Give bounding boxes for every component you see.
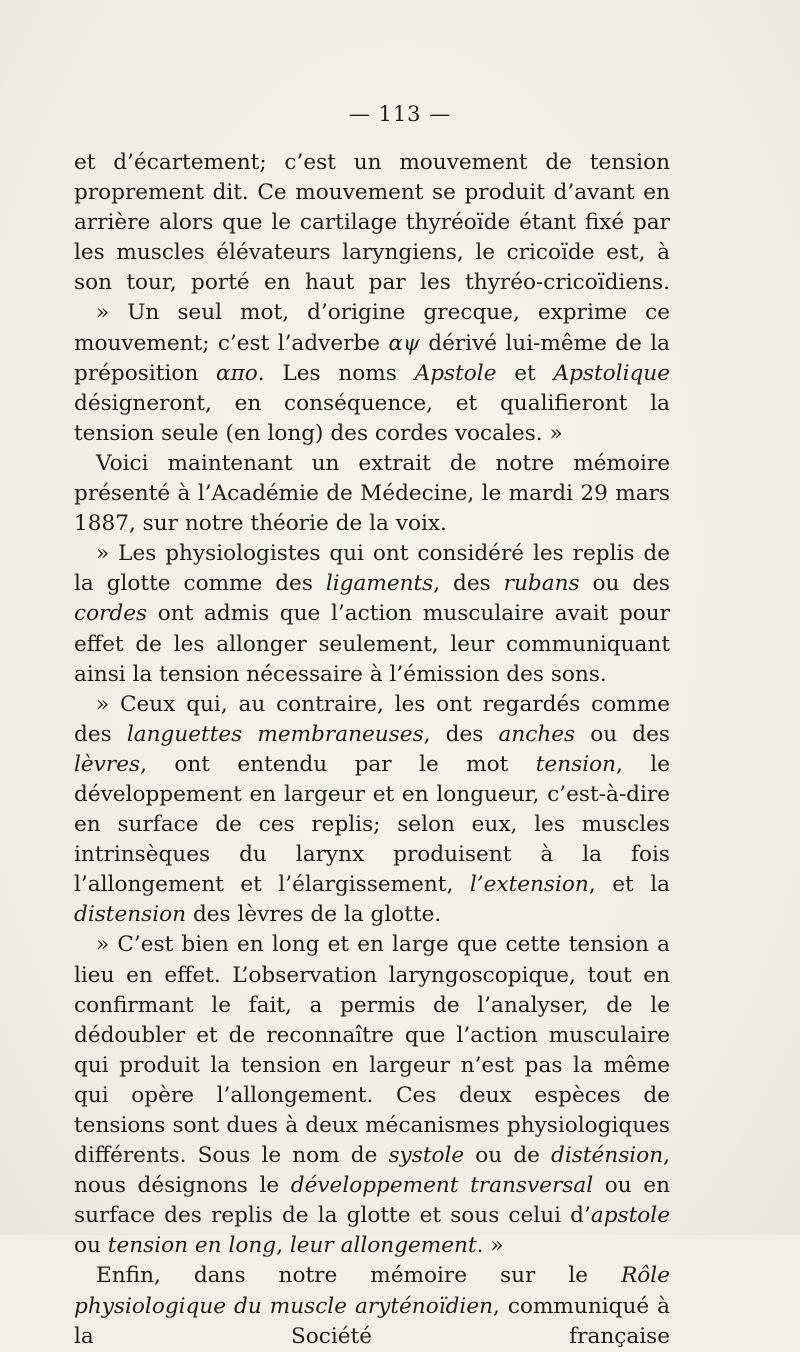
text-run: , communiqué à la Société française xyxy=(74,1293,670,1349)
italic-text: apstole xyxy=(590,1203,670,1229)
italic-text: αψ xyxy=(388,330,420,356)
text-run: ont admis que l’action musculaire avait pour effet de les allonger seulement, leur communiquant ainsi la tension nécessaire à l’émission des sons. xyxy=(74,601,670,687)
text-run: désigneront, en conséquence, et qualifieront la tension seule (en long) des cordes vocales. » xyxy=(74,390,670,446)
text-run: et xyxy=(496,360,554,386)
text-run: ou xyxy=(74,1233,108,1259)
italic-text: anches xyxy=(498,721,576,747)
text-run: , nous désignons le xyxy=(74,1143,670,1199)
text-run: , des xyxy=(423,721,499,747)
italic-text: disténsion xyxy=(551,1143,664,1169)
text-run: » C’est bien en long et en large que cette tension a lieu en effet. L’observation laryngoscopique, tout en confirmant le fait, a permis de l’analyser, de le dédoubler et de reconnaître que l’action musculaire qui produit la tension en largeur n’est pas la même qui opère l’allongement. Ces deux espèces de tensions sont dues à deux mécanismes physiologiques différents. Sous le nom de xyxy=(74,932,670,1169)
paragraph xyxy=(74,449,670,539)
text-run: et d’écartement; c’est un mouvement de tension proprement dit. Ce mouvement se produit d’avant en arrière alors que le cartilage thyréoïde étant fixé par les muscles élévateurs laryngiens, le cricoïde est, à son tour, porté en haut par les thyréo-cricoïdiens. xyxy=(74,150,670,296)
paragraph xyxy=(74,930,670,1261)
italic-text: Rôle physiologique du muscle aryténoïdien xyxy=(74,1263,670,1319)
text-run: » Ceux qui, au contraire, les ont regardés comme des xyxy=(74,691,670,747)
text-run: » Les physiologistes qui ont considéré les replis de la glotte comme des xyxy=(74,541,670,597)
text-run: Enfin, dans notre mémoire sur le xyxy=(96,1263,622,1289)
page-number: — 113 — xyxy=(348,102,452,126)
italic-text: Apstolique xyxy=(553,360,670,386)
text-run: , et la xyxy=(588,872,670,898)
italic-text: tension en long xyxy=(107,1233,277,1259)
text-run: . Les noms xyxy=(257,360,415,386)
italic-text: l’extension xyxy=(469,872,589,898)
italic-text: distension xyxy=(74,902,187,928)
text-run: . » xyxy=(476,1233,504,1259)
paragraph xyxy=(74,539,670,689)
italic-text: tension xyxy=(535,751,617,777)
text-run: , ont entendu par le mot xyxy=(140,751,536,777)
body-text xyxy=(74,148,670,1352)
text-run: ou des xyxy=(575,721,670,747)
text-run: ou de xyxy=(464,1143,552,1169)
text-run: » Un seul mot, d’origine grecque, exprime ce mouvement; c’est l’adverbe xyxy=(74,300,670,356)
text-run: , le développement en largeur et en longueur, c’est-à-dire en surface de ces replis; selon eux, les muscles intrinsèques du larynx produisent à la fois l’allongement et l’élargissement, xyxy=(74,751,670,898)
italic-text: απο xyxy=(216,360,258,386)
paragraph xyxy=(74,690,670,931)
italic-text: cordes xyxy=(74,601,148,627)
text-run: , xyxy=(276,1233,290,1259)
text-run: des lèvres de la glotte. xyxy=(186,902,442,928)
text-run: Voici maintenant un extrait de notre mémoire présenté à l’Académie de Médecine, le mardi 29 mars 1887, sur notre théorie de la voix. xyxy=(74,450,670,537)
text-run: dérivé lui-même de la préposition xyxy=(74,330,670,386)
italic-text: leur allongement xyxy=(289,1233,477,1259)
italic-text: rubans xyxy=(503,571,580,597)
text-run: ou des xyxy=(579,571,670,597)
text-run: , des xyxy=(433,571,504,597)
italic-text: systole xyxy=(388,1143,465,1169)
paragraph xyxy=(74,148,670,298)
italic-text: lèvres xyxy=(74,751,141,777)
paragraph xyxy=(74,1261,670,1351)
text-run: ou en surface des replis de la glotte et sous celui d’ xyxy=(74,1173,670,1229)
italic-text: Apstole xyxy=(414,360,497,386)
paragraph xyxy=(74,298,670,448)
italic-text: languettes membraneuses xyxy=(126,721,424,747)
italic-text: développement transversal xyxy=(290,1173,594,1199)
italic-text: ligaments xyxy=(325,571,434,597)
